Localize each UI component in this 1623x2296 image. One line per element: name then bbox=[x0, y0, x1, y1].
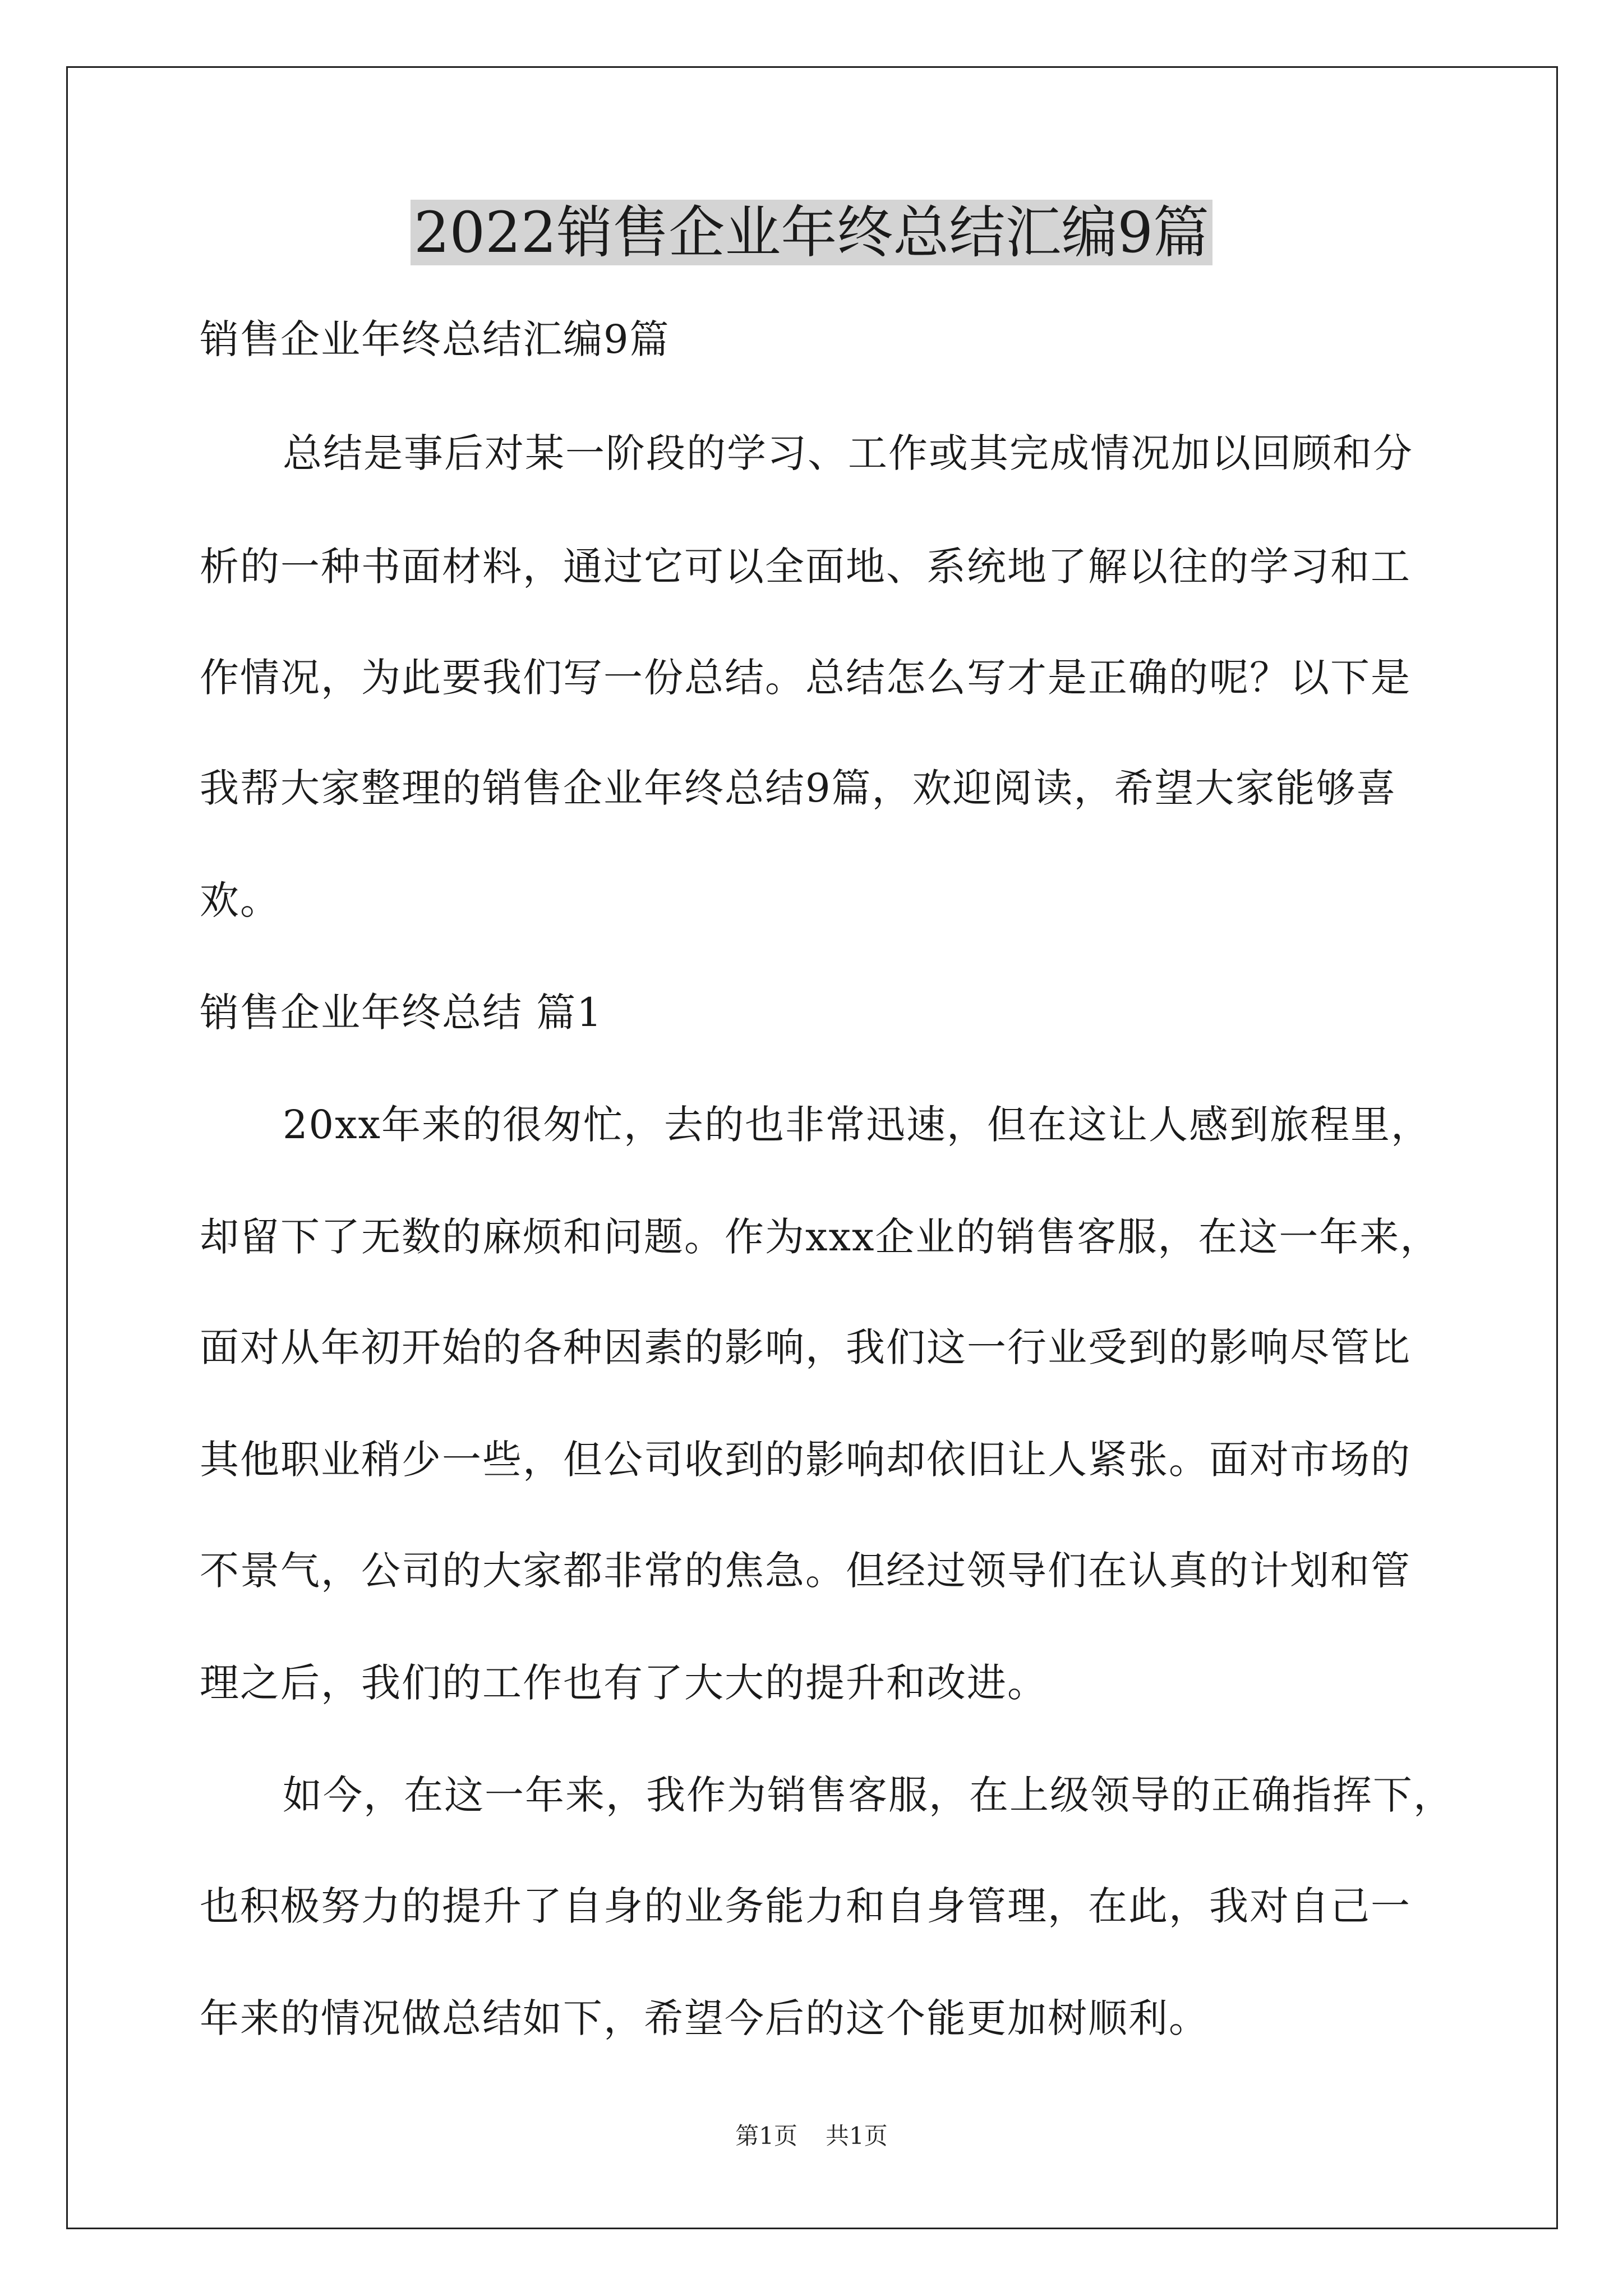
paragraph-line: 也积极努力的提升了自身的业务能力和自身管理，在此，我对自己一 bbox=[200, 1883, 1411, 1929]
paragraph-line: 理之后，我们的工作也有了大大的提升和改进。 bbox=[200, 1660, 1048, 1706]
paragraph-line: 作情况，为此要我们写一份总结。总结怎么写才是正确的呢？以下是 bbox=[200, 655, 1411, 701]
page-footer bbox=[0, 2119, 1623, 2153]
paragraph-line: 面对从年初开始的各种因素的影响，我们这一行业受到的影响尽管比 bbox=[200, 1324, 1411, 1370]
paragraph-line: 总结是事后对某一阶段的学习、工作或其完成情况加以回顾和分 bbox=[283, 430, 1413, 476]
paragraph-line: 年来的情况做总结如下，希望今后的这个能更加树顺利。 bbox=[200, 1995, 1209, 2041]
paragraph-line: 20xx年来的很匆忙，去的也非常迅速，但在这让人感到旅程里， bbox=[283, 1102, 1432, 1148]
section-heading: 销售企业年终总结 篇1 bbox=[200, 990, 603, 1036]
paragraph-line: 欢。 bbox=[200, 877, 280, 923]
paragraph-line: 如今，在这一年来，我作为销售客服，在上级领导的正确指挥下， bbox=[283, 1772, 1454, 1818]
paragraph-line: 却留下了无数的麻烦和问题。作为xxx企业的销售客服，在这一年来， bbox=[200, 1214, 1441, 1260]
page-number-total: 共1页 bbox=[826, 2122, 888, 2150]
paragraph-line: 析的一种书面材料，通过它可以全面地、系统地了解以往的学习和工 bbox=[200, 544, 1411, 590]
page-number-current: 第1页 bbox=[735, 2122, 797, 2150]
paragraph-line: 不景气，公司的大家都非常的焦急。但经过领导们在认真的计划和管 bbox=[200, 1548, 1411, 1594]
document-title-text: 2022销售企业年终总结汇编9篇 bbox=[411, 200, 1212, 265]
subtitle-line: 销售企业年终总结汇编9篇 bbox=[200, 316, 670, 362]
paragraph-line: 其他职业稍少一些，但公司收到的影响却依旧让人紧张。面对市场的 bbox=[200, 1437, 1411, 1483]
paragraph-line: 我帮大家整理的销售企业年终总结9篇，欢迎阅读，希望大家能够喜 bbox=[200, 765, 1397, 811]
document-title bbox=[0, 191, 1623, 275]
